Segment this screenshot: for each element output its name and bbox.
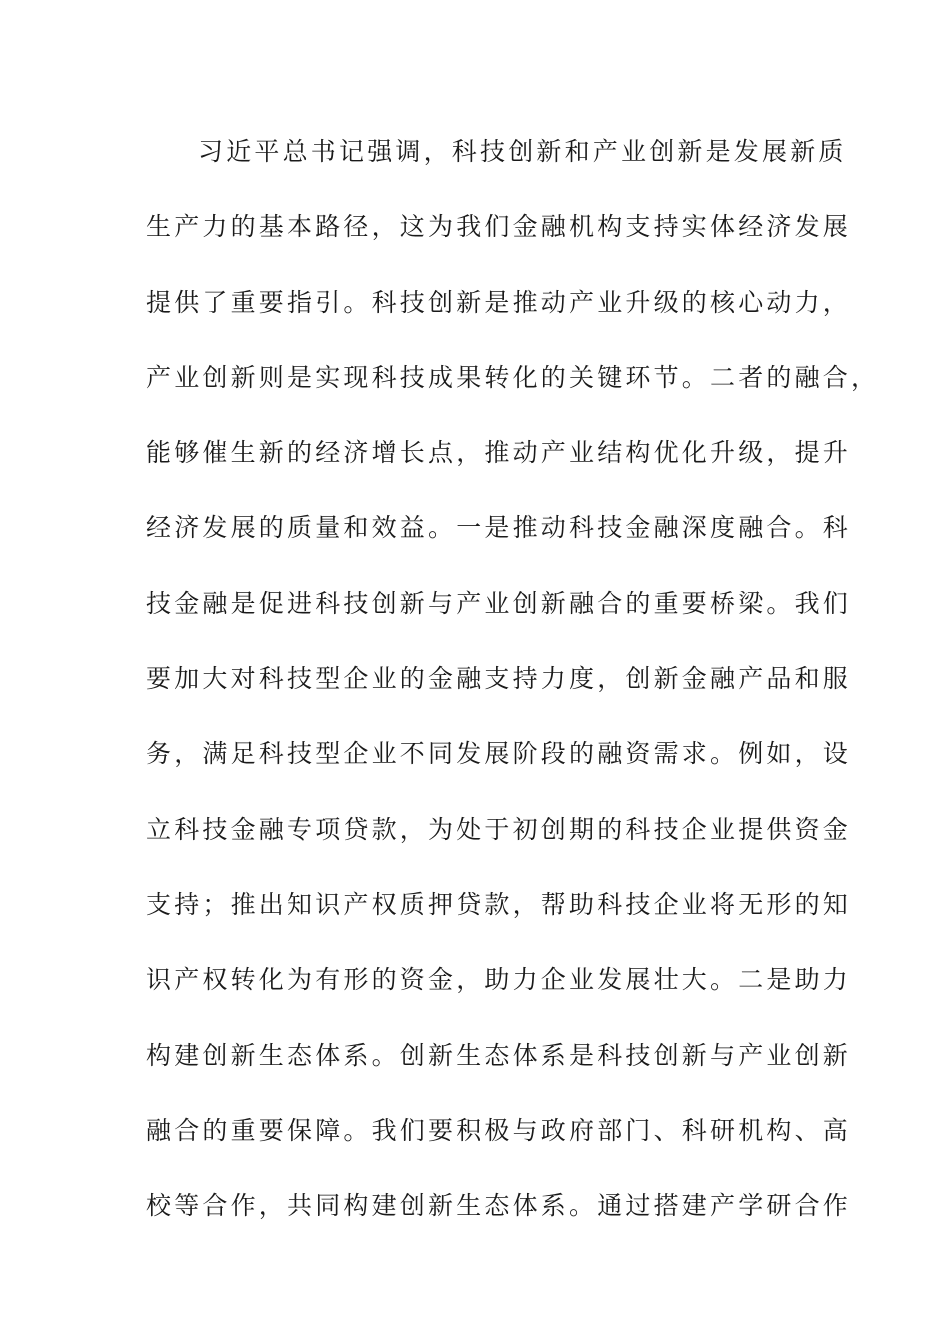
text-line: 能够催生新的经济增长点，推动产业结构优化升级，提升 [146,438,852,468]
text-line: 要加大对科技型企业的金融支持力度，创新金融产品和服 [146,664,852,694]
body-paragraph [146,130,880,1259]
text-line: 技金融是促进科技创新与产业创新融合的重要桥梁。我们 [146,588,852,618]
text-line: 支持；推出知识产权质押贷款，帮助科技企业将无形的知 [146,889,852,919]
text-line: 提供了重要指引。科技创新是推动产业升级的核心动力， [146,287,852,317]
text-line: 习近平总书记强调，科技创新和产业创新是发展新质 [198,137,847,166]
text-line: 产业创新则是实现科技成果转化的关键环节。二者的融合， [146,362,880,392]
text-line: 务，满足科技型企业不同发展阶段的融资需求。例如，设 [146,739,852,769]
text-line: 校等合作，共同构建创新生态体系。通过搭建产学研合作 [146,1191,852,1221]
text-line: 构建创新生态体系。创新生态体系是科技创新与产业创新 [146,1040,852,1070]
text-line: 融合的重要保障。我们要积极与政府部门、科研机构、高 [146,1115,852,1145]
text-line: 经济发展的质量和效益。一是推动科技金融深度融合。科 [146,513,852,543]
text-line: 立科技金融专项贷款，为处于初创期的科技企业提供资金 [146,814,852,844]
text-line: 识产权转化为有形的资金，助力企业发展壮大。二是助力 [146,965,852,995]
text-line: 生产力的基本路径，这为我们金融机构支持实体经济发展 [146,212,852,242]
